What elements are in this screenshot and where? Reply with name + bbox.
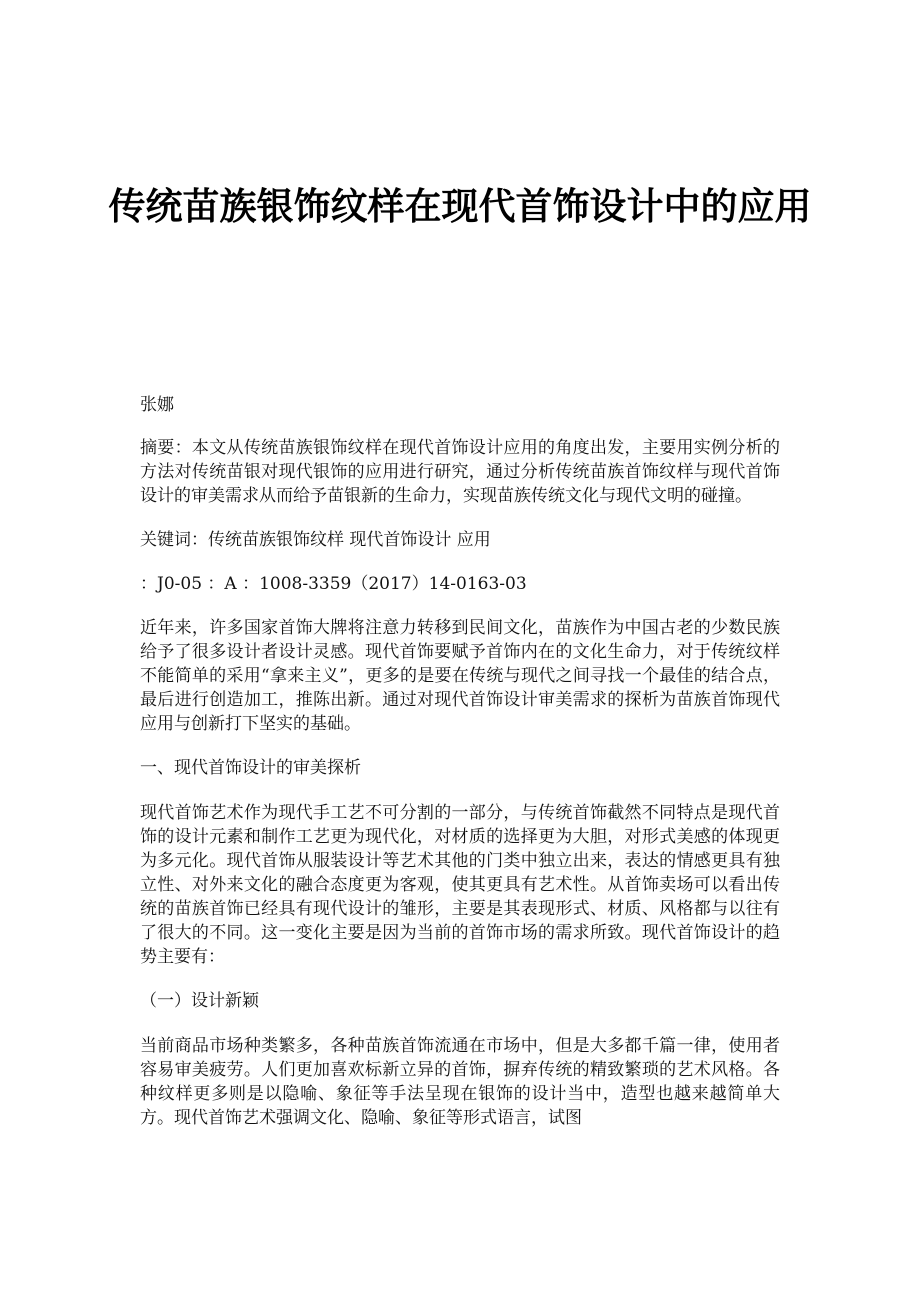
intro-paragraph: 近年来，许多国家首饰大牌将注意力转移到民间文化，苗族作为中国古老的少数民族给予了很多设计者设计灵感。现代首饰要赋予首饰内在的文化生命力，对于传统纹样不能简单的采用“拿来主义”，更多的是要在传统与现代之间寻找一个最佳的结合点，最后进行创造加工，推陈出新。通过对现代首饰设计审美需求的探析为苗族首饰现代应用与创新打下坚实的基础。: [140, 618, 780, 734]
section-paragraph: 现代首饰艺术作为现代手工艺不可分割的一部分，与传统首饰截然不同特点是现代首饰的设计元素和制作工艺更为现代化，对材质的选择更为大胆，对形式美感的体现更为多元化。现代首饰从服装设计等艺术其他的门类中独立出来，表达的情感更具有独立性、对外来文化的融合态度更为客观，使其更具有艺术性。从首饰卖场可以看出传统的苗族首饰已经具有现代设计的雏形，主要是其表现形式、材质、风格都与以往有了很大的不同。这一变化主要是因为当前的首饰市场的需求所致。现代首饰设计的趋势主要有：: [140, 803, 780, 967]
subsection-heading: （一）设计新颖: [140, 991, 259, 1011]
keywords: 关键词：传统苗族银饰纹样 现代首饰设计 应用: [140, 530, 491, 550]
section-heading: 一、现代首饰设计的审美探析: [140, 758, 361, 778]
document-body: [140, 393, 780, 1150]
classification-line: ：J0-05 ：A ：1008-3359（2017）14-0163-03: [140, 574, 527, 594]
author: 张娜: [140, 395, 174, 415]
document-title: 传统苗族银饰纹样在现代首饰设计中的应用: [108, 185, 812, 228]
subsection-paragraph: 当前商品市场种类繁多，各种苗族首饰流通在市场中，但是大多都千篇一律，使用者容易审美疲劳。人们更加喜欢标新立异的首饰，摒弃传统的精致繁琐的艺术风格。各种纹样更多则是以隐喻、象征等手法呈现在银饰的设计当中，造型也越来越简单大方。现代首饰艺术强调文化、隐喻、象征等形式语言，试图: [140, 1036, 780, 1128]
abstract: 摘要：本文从传统苗族银饰纹样在现代首饰设计应用的角度出发，主要用实例分析的方法对传统苗银对现代银饰的应用进行研究，通过分析传统苗族首饰纹样与现代首饰设计的审美需求从而给予苗银新的生命力，实现苗族传统文化与现代文明的碰撞。: [140, 438, 780, 506]
